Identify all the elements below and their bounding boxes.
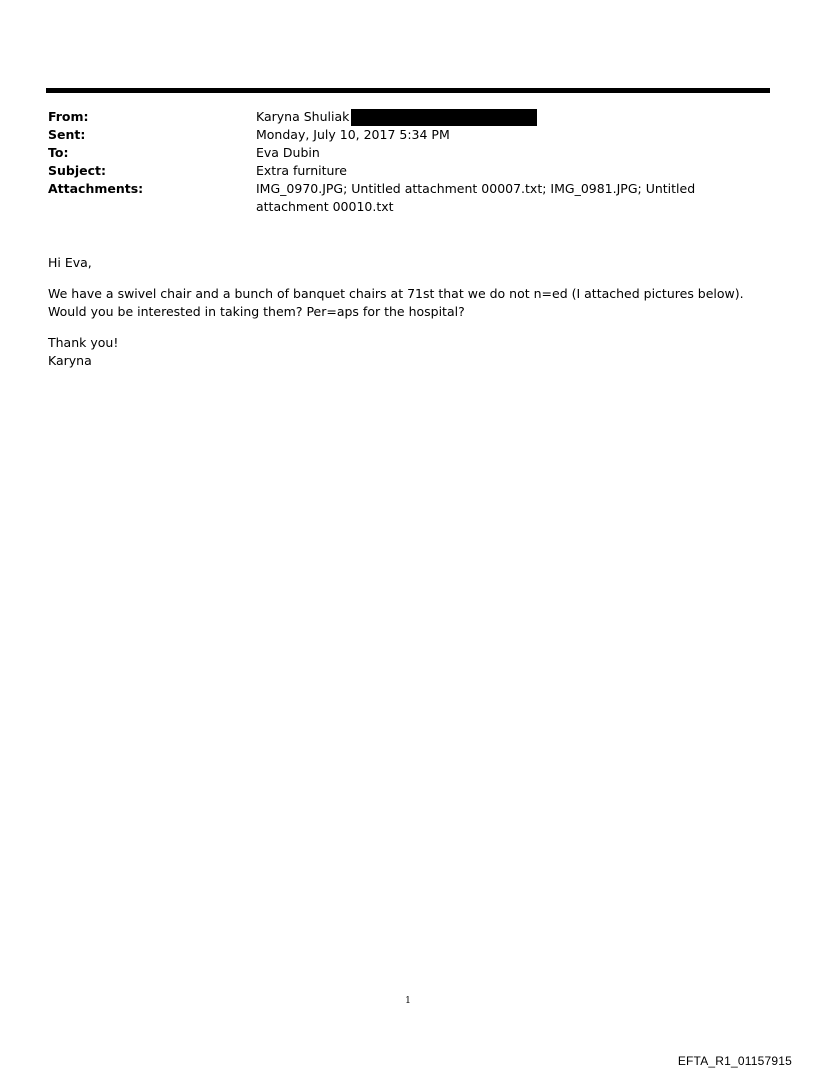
document-id: EFTA_R1_01157915 <box>677 1054 792 1068</box>
signature: Karyna <box>48 353 92 368</box>
page-number: 1 <box>405 996 411 1006</box>
attachments-value: IMG_0970.JPG; Untitled attachment 00007.txt; IMG_0981.JPG; Untitled attachment 00010.txt <box>256 181 696 214</box>
body-paragraph: We have a swivel chair and a bunch of banquet chairs at 71st that we do not n=ed (I attached pictures below). Would you be interested in taking them? Per=aps for the hospital? <box>48 286 744 319</box>
redaction-block <box>351 109 537 126</box>
closing: Thank you! <box>48 335 119 350</box>
sent-label: Sent: <box>48 127 86 142</box>
header-row-to <box>48 144 768 162</box>
header-row-sent <box>48 126 768 144</box>
to-label: To: <box>48 145 69 160</box>
subject-value: Extra furniture <box>256 163 347 178</box>
to-value: Eva Dubin <box>256 145 320 160</box>
header-row-from <box>48 108 768 126</box>
from-value: Karyna Shuliak <box>256 109 350 124</box>
attachments-label: Attachments: <box>48 181 144 196</box>
sent-value: Monday, July 10, 2017 5:34 PM <box>256 127 450 142</box>
email-body <box>48 254 768 370</box>
greeting: Hi Eva, <box>48 255 92 270</box>
email-header <box>48 108 768 216</box>
from-value-wrap <box>256 108 768 126</box>
header-row-subject <box>48 162 768 180</box>
header-divider-rule <box>46 88 770 93</box>
sign-off <box>48 334 768 370</box>
header-row-attachments <box>48 180 768 216</box>
subject-label: Subject: <box>48 163 106 178</box>
from-label: From: <box>48 109 89 124</box>
